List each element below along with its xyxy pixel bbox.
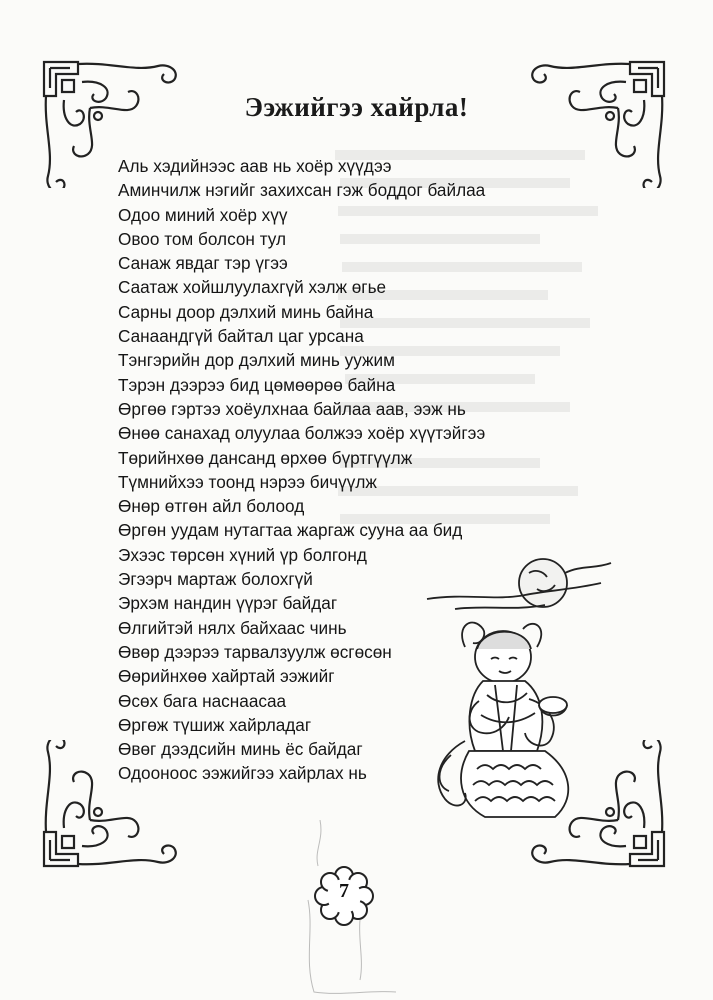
poem-line: Өөрийнхөө хайртай ээжийг (118, 666, 335, 687)
poem-line: Санаж явдаг тэр үгээ (118, 253, 288, 274)
poem-line: Түмнийхээ тоонд нэрээ бичүүлж (118, 471, 377, 492)
poem-line: Сарны доор дэлхий минь байна (118, 301, 374, 322)
poem-line: Санаандгүй байтал цаг урсана (118, 326, 364, 347)
poem-line: Тэрэн дээрээ бид цөмөөрөө байна (118, 374, 396, 395)
poem-line: Өсөх бага наснаасаа (118, 690, 287, 711)
poem-line: Саатаж хойшлуулахгүй хэлж өгье (118, 277, 387, 298)
poem-line: Одооноос ээжийгээ хайрлах нь (118, 763, 367, 784)
page-title: Ээжийгээ хайрла! (244, 92, 469, 122)
poem-line: Овоо том болсон тул (118, 228, 287, 249)
poem-line: Өвөр дээрээ тарвалзуулж өсгөсөн (118, 641, 392, 662)
poem-line: Өргөж түшиж хайрладаг (118, 714, 312, 735)
poem-line: Тэнгэрийн дор дэлхий минь уужим (118, 350, 395, 371)
poem-line: Аминчилж нэгийг захихсан гэж боддог байлаа (118, 180, 486, 201)
poem-line: Өнөө санахад олуулаа болжээ хоёр хүүтэйгээ (118, 423, 486, 444)
poem-line: Өргөө гэртээ хоёулхнаа байлаа аав, ээж нь (118, 398, 466, 419)
poem-line: Өргөн уудам нутагтаа жаргаж суунa аа бид (118, 520, 463, 541)
poem-line: Одоо миний хоёр хүү (118, 204, 288, 225)
poem-line: Эхээс төрсөн хүний үр болгонд (118, 544, 367, 565)
poem-line: Өлгийтэй нялх байхаас чинь (118, 617, 347, 638)
poem-line: Төрийнхөө дансанд өрхөө бүртгүүлж (118, 447, 413, 468)
poem-line: Эрхэм нандин үүрэг байдаг (118, 593, 338, 614)
girl-with-moon-icon (425, 555, 615, 825)
page-number-badge (314, 866, 374, 926)
poem-line: Эгээрч мартаж болохгүй (118, 569, 313, 590)
page-number: 7 (339, 880, 349, 902)
poem-line: Аль хэдийнээс аав нь хоёр хүүдээ (118, 156, 392, 176)
poem-line: Өнөр өтгөн айл болоод (118, 496, 305, 517)
poem-line: Өвөг дээдсийн минь ёс байдаг (118, 739, 363, 760)
